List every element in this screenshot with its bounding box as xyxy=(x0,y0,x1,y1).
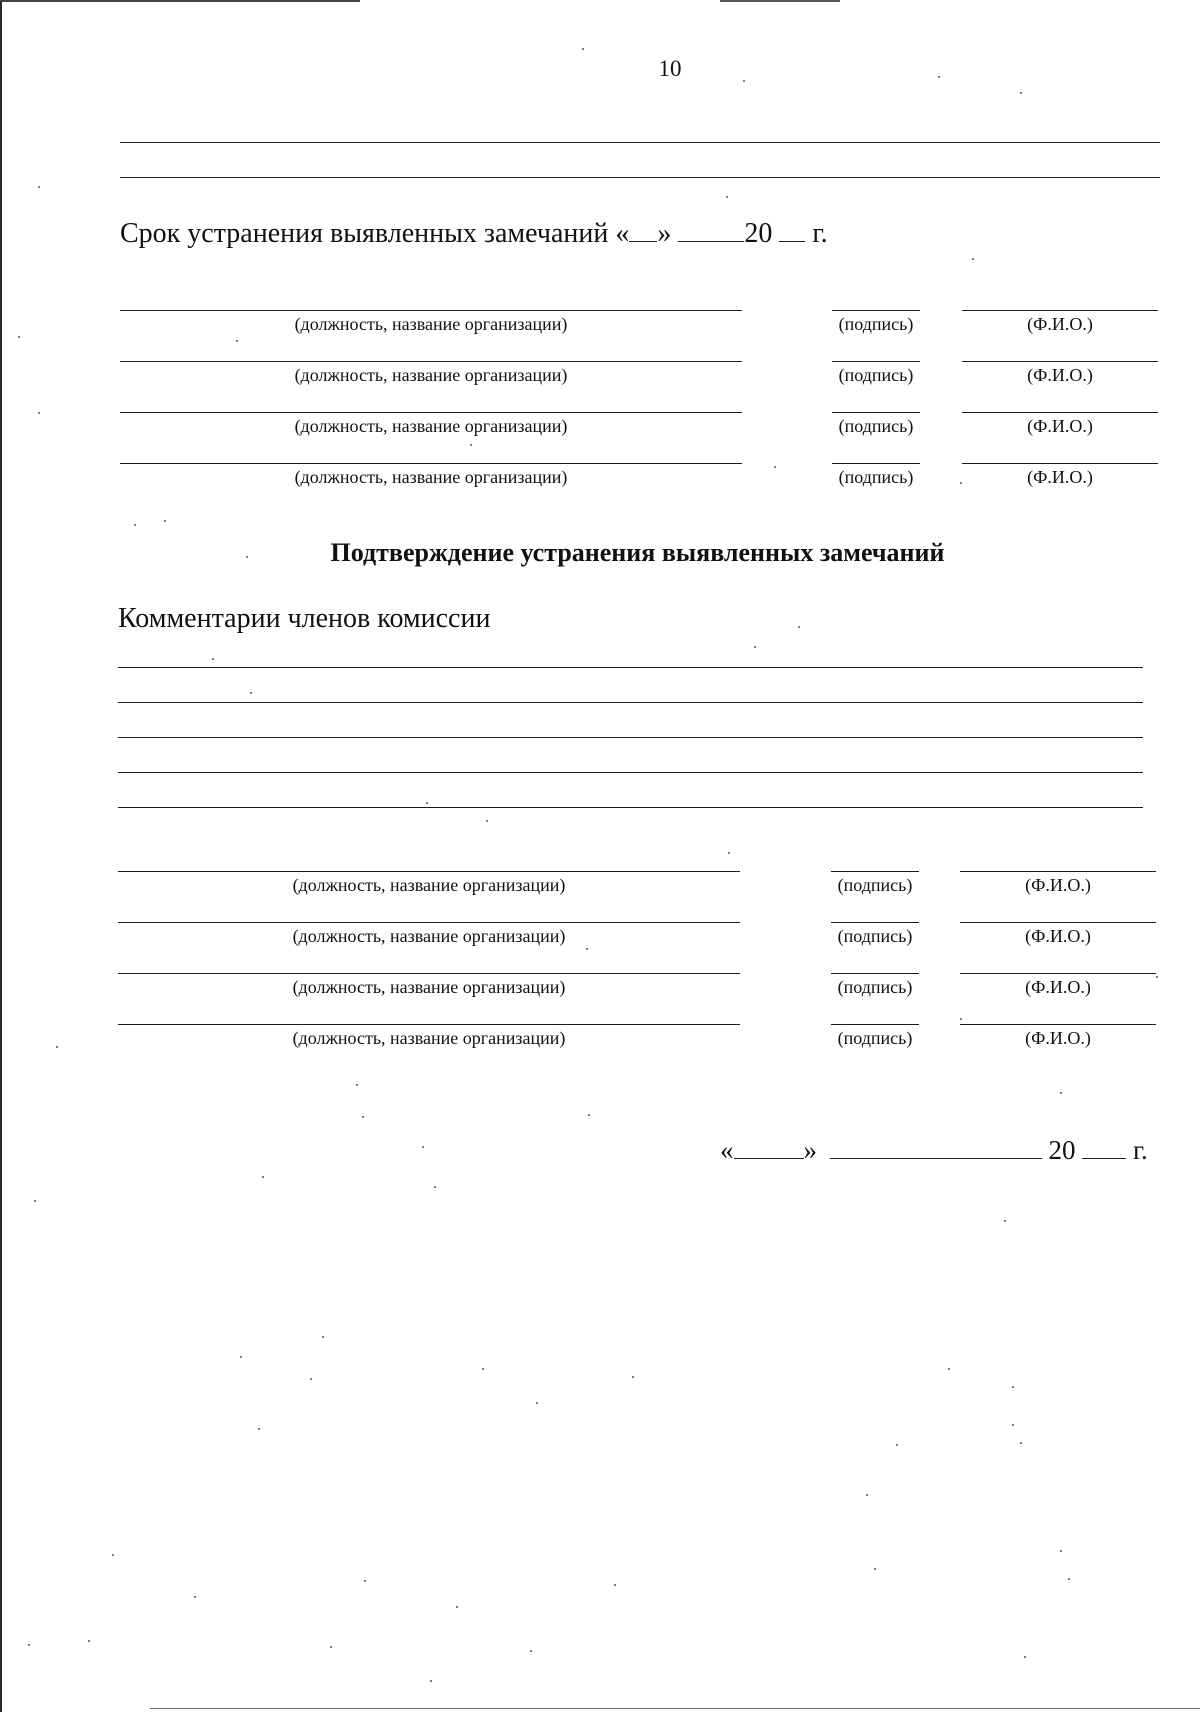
scan-speck xyxy=(430,1680,432,1682)
signature-caption: (подпись) xyxy=(837,977,913,997)
fio-caption: (Ф.И.О.) xyxy=(1025,926,1091,946)
scan-speck xyxy=(1156,976,1158,978)
scan-speck xyxy=(948,1368,950,1370)
scan-speck xyxy=(364,1580,366,1582)
deadline-day-field[interactable] xyxy=(629,219,657,242)
deadline-year-prefix: 20 xyxy=(744,218,773,249)
scan-speck xyxy=(588,1114,590,1116)
signature-field[interactable] xyxy=(832,361,920,362)
scan-speck xyxy=(212,658,214,660)
scan-speck xyxy=(470,444,472,446)
position-caption: (должность, название организации) xyxy=(294,467,568,487)
position-field[interactable] xyxy=(120,463,742,464)
position-caption: (должность, название организации) xyxy=(292,926,566,946)
signature-field[interactable] xyxy=(831,871,919,872)
final-date-close-quote: » xyxy=(803,1135,817,1165)
scan-speck xyxy=(38,186,40,188)
scan-speck xyxy=(164,520,166,522)
fio-field[interactable] xyxy=(960,871,1156,872)
fio-caption: (Ф.И.О.) xyxy=(1027,416,1093,436)
scan-speck xyxy=(426,802,428,804)
scan-speck xyxy=(743,80,745,82)
scan-speck xyxy=(774,466,776,468)
scan-speck xyxy=(960,1018,962,1020)
scan-speck xyxy=(798,626,800,628)
scan-speck xyxy=(362,1116,364,1118)
scan-speck xyxy=(632,1376,634,1378)
position-caption: (должность, название организации) xyxy=(294,365,568,385)
signature-row xyxy=(0,922,1200,962)
scan-speck xyxy=(194,1596,196,1598)
final-date-month-field[interactable] xyxy=(830,1136,1042,1159)
scan-speck xyxy=(1060,1550,1062,1552)
scan-speck xyxy=(896,1444,898,1446)
scan-speck xyxy=(38,412,40,414)
scan-speck xyxy=(434,1186,436,1188)
scan-speck xyxy=(486,820,488,822)
comment-line[interactable] xyxy=(118,737,1143,738)
position-caption: (должность, название организации) xyxy=(294,314,568,334)
fio-caption: (Ф.И.О.) xyxy=(1027,314,1093,334)
comment-line[interactable] xyxy=(118,807,1143,808)
deadline-open-quote: « xyxy=(615,218,630,249)
scan-speck xyxy=(310,1378,312,1380)
scan-speck xyxy=(1012,1386,1014,1388)
signature-field[interactable] xyxy=(832,412,920,413)
signature-field[interactable] xyxy=(832,310,920,311)
comment-line[interactable] xyxy=(118,702,1143,703)
fio-field[interactable] xyxy=(960,922,1156,923)
fio-field[interactable] xyxy=(962,310,1158,311)
signature-row xyxy=(0,463,1200,503)
scan-speck xyxy=(482,1368,484,1370)
deadline-year-suffix: г. xyxy=(812,218,828,249)
signature-caption: (подпись) xyxy=(838,467,914,487)
scan-speck xyxy=(330,1646,332,1648)
scan-speck xyxy=(866,1494,868,1496)
signature-row xyxy=(0,310,1200,350)
scan-speck xyxy=(134,524,136,526)
signature-row xyxy=(0,973,1200,1013)
scan-speck xyxy=(582,48,584,50)
signature-row xyxy=(0,871,1200,911)
final-date-year-field[interactable] xyxy=(1082,1136,1126,1159)
scan-speck xyxy=(356,1084,358,1086)
scan-speck xyxy=(322,1336,324,1338)
scan-speck xyxy=(1020,1442,1022,1444)
scan-speck xyxy=(614,1584,616,1586)
position-caption: (должность, название организации) xyxy=(292,875,566,895)
scan-speck xyxy=(938,76,940,78)
position-caption: (должность, название организации) xyxy=(292,1028,566,1048)
signature-caption: (подпись) xyxy=(837,926,913,946)
position-caption: (должность, название организации) xyxy=(294,416,568,436)
signature-caption: (подпись) xyxy=(837,875,913,895)
scan-speck xyxy=(530,1650,532,1652)
deadline-close-quote: » xyxy=(657,218,672,249)
final-date-day-field[interactable] xyxy=(734,1136,804,1159)
scan-speck xyxy=(728,852,730,854)
position-field[interactable] xyxy=(120,361,742,362)
final-date-year-prefix: 20 xyxy=(1048,1135,1076,1165)
scan-speck xyxy=(586,948,588,950)
fio-caption: (Ф.И.О.) xyxy=(1025,1028,1091,1048)
signature-field[interactable] xyxy=(831,1024,919,1025)
scan-speck xyxy=(56,1046,58,1048)
scan-speck xyxy=(262,1176,264,1178)
fio-caption: (Ф.И.О.) xyxy=(1025,875,1091,895)
comment-line[interactable] xyxy=(118,667,1143,668)
scan-speck xyxy=(28,1644,30,1646)
signature-field[interactable] xyxy=(832,463,920,464)
scan-speck xyxy=(236,340,238,342)
position-field[interactable] xyxy=(120,310,742,311)
position-caption: (должность, название организации) xyxy=(292,977,566,997)
scan-top-edge xyxy=(0,0,1200,2)
signature-row xyxy=(0,1024,1200,1064)
scan-speck xyxy=(250,692,252,694)
deadline-label: Срок устранения выявленных замечаний xyxy=(120,218,609,249)
deadline-month-field[interactable] xyxy=(678,219,744,242)
fio-caption: (Ф.И.О.) xyxy=(1027,365,1093,385)
signature-caption: (подпись) xyxy=(838,416,914,436)
fio-field[interactable] xyxy=(960,1024,1156,1025)
deadline-statement xyxy=(120,218,828,250)
signature-row xyxy=(0,412,1200,452)
scan-speck xyxy=(1020,92,1022,94)
scan-speck xyxy=(258,1428,260,1430)
final-date-year-suffix: г. xyxy=(1133,1135,1148,1165)
position-field[interactable] xyxy=(118,1024,740,1025)
remarks-blank-line-2[interactable] xyxy=(120,177,1160,178)
confirmation-heading: Подтверждение устранения выявленных замечаний xyxy=(330,538,945,567)
scan-speck xyxy=(246,556,248,558)
signature-caption: (подпись) xyxy=(838,314,914,334)
final-date-open-quote: « xyxy=(720,1135,734,1165)
position-field[interactable] xyxy=(118,973,740,974)
scan-speck xyxy=(1068,1578,1070,1580)
scan-speck xyxy=(112,1554,114,1556)
signature-row xyxy=(0,361,1200,401)
scan-speck xyxy=(1004,1220,1006,1222)
scan-speck xyxy=(456,1606,458,1608)
scan-speck xyxy=(88,1640,90,1642)
scan-speck xyxy=(960,482,962,484)
fio-caption: (Ф.И.О.) xyxy=(1027,467,1093,487)
signature-caption: (подпись) xyxy=(838,365,914,385)
comment-line[interactable] xyxy=(118,772,1143,773)
scan-speck xyxy=(536,1402,538,1404)
scan-left-edge xyxy=(0,0,2,1712)
final-date xyxy=(720,1135,1148,1166)
scan-speck xyxy=(240,1356,242,1358)
scan-speck xyxy=(1012,1424,1014,1426)
scan-speck xyxy=(1024,1656,1026,1658)
fio-field[interactable] xyxy=(962,463,1158,464)
comments-label: Комментарии членов комиссии xyxy=(118,603,491,634)
scan-speck xyxy=(422,1146,424,1148)
scan-speck xyxy=(972,258,974,260)
scan-speck xyxy=(754,646,756,648)
fio-field[interactable] xyxy=(962,361,1158,362)
fio-field[interactable] xyxy=(960,973,1156,974)
deadline-year-field[interactable] xyxy=(779,219,805,242)
scan-speck xyxy=(726,196,728,198)
signature-caption: (подпись) xyxy=(837,1028,913,1048)
position-field[interactable] xyxy=(118,871,740,872)
scan-speck xyxy=(18,336,20,338)
position-field[interactable] xyxy=(120,412,742,413)
fio-caption: (Ф.И.О.) xyxy=(1025,977,1091,997)
scan-speck xyxy=(1060,1092,1062,1094)
remarks-blank-line-1[interactable] xyxy=(120,142,1160,143)
position-field[interactable] xyxy=(118,922,740,923)
signature-field[interactable] xyxy=(831,973,919,974)
signature-field[interactable] xyxy=(831,922,919,923)
scan-speck xyxy=(874,1568,876,1570)
fio-field[interactable] xyxy=(962,412,1158,413)
scan-speck xyxy=(34,1200,36,1202)
page-number: 10 xyxy=(658,56,682,81)
scan-bottom-edge xyxy=(150,1708,1200,1709)
